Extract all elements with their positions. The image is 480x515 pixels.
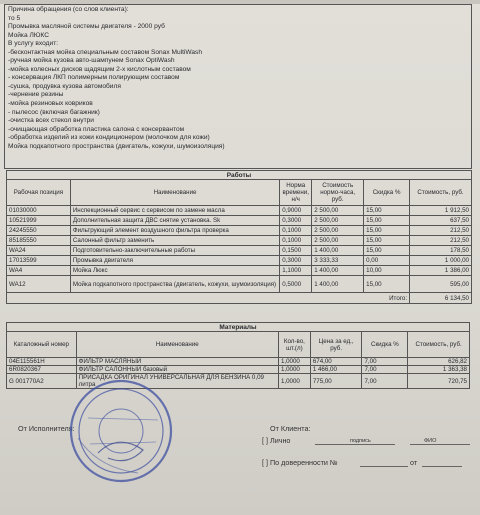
works-row-cell: 212,50 [410, 236, 472, 246]
materials-header: Стоимость, руб. [408, 332, 470, 358]
works-row-cell: 0,00 [364, 256, 410, 266]
materials-header: Каталожный номер [7, 332, 77, 358]
works-row-cell: 15,00 [364, 246, 410, 256]
works-row [7, 246, 472, 256]
works-row-cell: 212,50 [410, 226, 472, 236]
proxy-from-label: от [410, 458, 418, 467]
reason-line: -очистка всех стекол внутри [8, 117, 94, 125]
works-header: Стоимость, руб. [410, 180, 472, 206]
reason-line: Промывка масляной системы двигателя - 2000 руб [8, 23, 165, 31]
works-row-cell: WA12 [7, 276, 71, 293]
works-header: Стоимость нормо-часа, руб. [312, 180, 364, 206]
reason-line: -бесконтактная мойка специальным составом Sonax MultiWash [8, 48, 203, 56]
works-row-cell: WA4 [7, 266, 71, 276]
reason-line: то 5 [8, 14, 21, 22]
works-row [7, 216, 472, 226]
works-row-cell: 0,9000 [280, 206, 312, 216]
reason-line: Мойка подкапотного пространства (двигатель, кожухи, шумоизоляция) [8, 142, 225, 150]
works-row-cell: WA24 [7, 246, 71, 256]
works-title: Работы [7, 171, 472, 180]
works-row-cell: 1 912,50 [410, 206, 472, 216]
works-row [7, 266, 472, 276]
materials-row-cell: 720,75 [408, 374, 470, 389]
reason-line: -мойка резиновых ковриков [8, 100, 93, 108]
works-row-cell: 1 400,00 [312, 246, 364, 256]
materials-row-cell: 04E115561H [7, 358, 77, 366]
works-row [7, 276, 472, 293]
works-row-cell: Фильтрующий элемент воздушного фильтра проверка [70, 226, 279, 236]
reason-line: Мойка ЛЮКС [8, 31, 49, 39]
materials-row [7, 366, 470, 374]
reason-line: -обработка изделий из кожи кондиционером (молочком для кожи) [8, 134, 210, 142]
works-row-cell: 15,00 [364, 276, 410, 293]
materials-row-cell: G 001770A2 [7, 374, 77, 389]
materials-row-cell: ФИЛЬТР САЛОННЫЙ базовый [76, 366, 278, 374]
works-row-cell: 637,50 [410, 216, 472, 226]
materials-title: Материалы [7, 323, 470, 332]
works-total-label: Итого: [7, 293, 410, 304]
reason-line: -мойка колесных дисков щадящим 2-х кислотным составом [8, 65, 191, 73]
works-row-cell: Мойка Люкс [70, 266, 279, 276]
personal-checkbox: [ ] Лично [262, 436, 291, 445]
materials-header: Скидка % [362, 332, 408, 358]
works-row-cell: 2 500,00 [312, 216, 364, 226]
company-stamp [68, 378, 174, 484]
works-row-cell: 1 400,00 [312, 276, 364, 293]
works-row-cell: 01030000 [7, 206, 71, 216]
works-row-cell: 0,5000 [280, 276, 312, 293]
materials-row-cell: 7,00 [362, 366, 408, 374]
works-row-cell: 1,1000 [280, 266, 312, 276]
proxy-label: [ ] По доверенности № [262, 458, 338, 467]
fio-caption: ФИО [424, 438, 437, 444]
materials-row [7, 358, 470, 366]
works-row [7, 226, 472, 236]
works-row-cell: 10521999 [7, 216, 71, 226]
works-row-cell: 15,00 [364, 226, 410, 236]
works-row-cell: 17013599 [7, 256, 71, 266]
fio-line [410, 444, 470, 445]
works-row-cell: 24245550 [7, 226, 71, 236]
works-header: Наименование [70, 180, 279, 206]
materials-row-cell: 7,00 [362, 374, 408, 389]
materials-row-cell: 1 466,00 [310, 366, 362, 374]
materials-row-cell: 1 363,38 [408, 366, 470, 374]
works-row [7, 206, 472, 216]
reason-line: - пылесос (включая багажник) [8, 108, 100, 116]
works-row-cell: 2 500,00 [312, 226, 364, 236]
materials-row-cell: 7,00 [362, 358, 408, 366]
works-row [7, 236, 472, 246]
materials-header: Кол-во, шт.(л) [278, 332, 310, 358]
materials-row-cell: 1,0000 [278, 374, 310, 389]
works-row-cell: 1 400,00 [312, 266, 364, 276]
works-row-cell: 0,3000 [280, 216, 312, 226]
works-row-cell: 10,00 [364, 266, 410, 276]
materials-header: Наименование [76, 332, 278, 358]
works-row-cell: 1 386,00 [410, 266, 472, 276]
works-row [7, 256, 472, 266]
proxy-date-line [422, 466, 462, 467]
works-row-cell: 3 333,33 [312, 256, 364, 266]
signature-caption: подпись [350, 438, 371, 444]
works-row-cell: 85185550 [7, 236, 71, 246]
works-row-cell: Мойка подкапотного пространства (двигатель, кожухи, шумоизоляция) [70, 276, 279, 293]
materials-row-cell: 6R0820367 [7, 366, 77, 374]
works-row-cell: Промывка двигателя [70, 256, 279, 266]
reason-line: Причина обращения (со слов клиента): [8, 6, 129, 13]
works-row-cell: 1 000,00 [410, 256, 472, 266]
works-table [6, 170, 472, 304]
materials-row-cell: 1,0000 [278, 366, 310, 374]
reason-line: В услугу входит: [8, 40, 59, 48]
reason-line: - консервация ЛКП полимерным полирующим составом [8, 74, 180, 82]
works-header: Скидка % [364, 180, 410, 206]
reason-line: -сушка, продувка кузова автомобиля [8, 82, 121, 90]
works-row-cell: 0,3000 [280, 256, 312, 266]
client-label: От Клиента: [270, 424, 311, 433]
works-row-cell: 0,1000 [280, 226, 312, 236]
works-row-cell: 2 500,00 [312, 206, 364, 216]
reason-box [4, 4, 472, 169]
works-row-cell: Дополнительная защита ДВС снятие установка. Sk [70, 216, 279, 226]
works-row-cell: 178,50 [410, 246, 472, 256]
works-row-cell: 15,00 [364, 216, 410, 226]
reason-line: -ручная мойка кузова авто-шампунем Sonax OptiWash [8, 57, 175, 65]
works-row-cell: 595,00 [410, 276, 472, 293]
works-row-cell: 0,1500 [280, 246, 312, 256]
works-row-cell: Подготовительно-заключительные работы [70, 246, 279, 256]
materials-row-cell: 1,0000 [278, 358, 310, 366]
reason-line: -чернение резины [8, 91, 64, 99]
works-header: Рабочая позиция [7, 180, 71, 206]
works-total-value: 6 134,50 [410, 293, 472, 304]
works-row-cell: 15,00 [364, 206, 410, 216]
proxy-number-line [360, 466, 408, 467]
works-row-cell: 15,00 [364, 236, 410, 246]
executor-label: От Исполнителя: [18, 424, 75, 433]
materials-row-cell: 775,00 [310, 374, 362, 389]
works-row-cell: 0,1000 [280, 236, 312, 246]
materials-row-cell: ПРИСАДКА ОРИГИНАЛ УНИВЕРСАЛЬНАЯ ДЛЯ БЕНЗИНА 0,09 литра [76, 374, 278, 389]
works-row-cell: Инспекционный сервис с сервисом по замене масла [70, 206, 279, 216]
materials-header: Цена за ед., руб. [310, 332, 362, 358]
works-header: Норма времени, н/ч [280, 180, 312, 206]
materials-row-cell: ФИЛЬТР МАСЛЯНЫЙ [76, 358, 278, 366]
materials-row-cell: 674,00 [310, 358, 362, 366]
reason-line: -очищающая обработка пластика салона с консервантом [8, 125, 185, 133]
works-row-cell: 2 500,00 [312, 236, 364, 246]
works-row-cell: Салонный фильтр заменить [70, 236, 279, 246]
signature-line [315, 444, 395, 445]
materials-row-cell: 626,82 [408, 358, 470, 366]
